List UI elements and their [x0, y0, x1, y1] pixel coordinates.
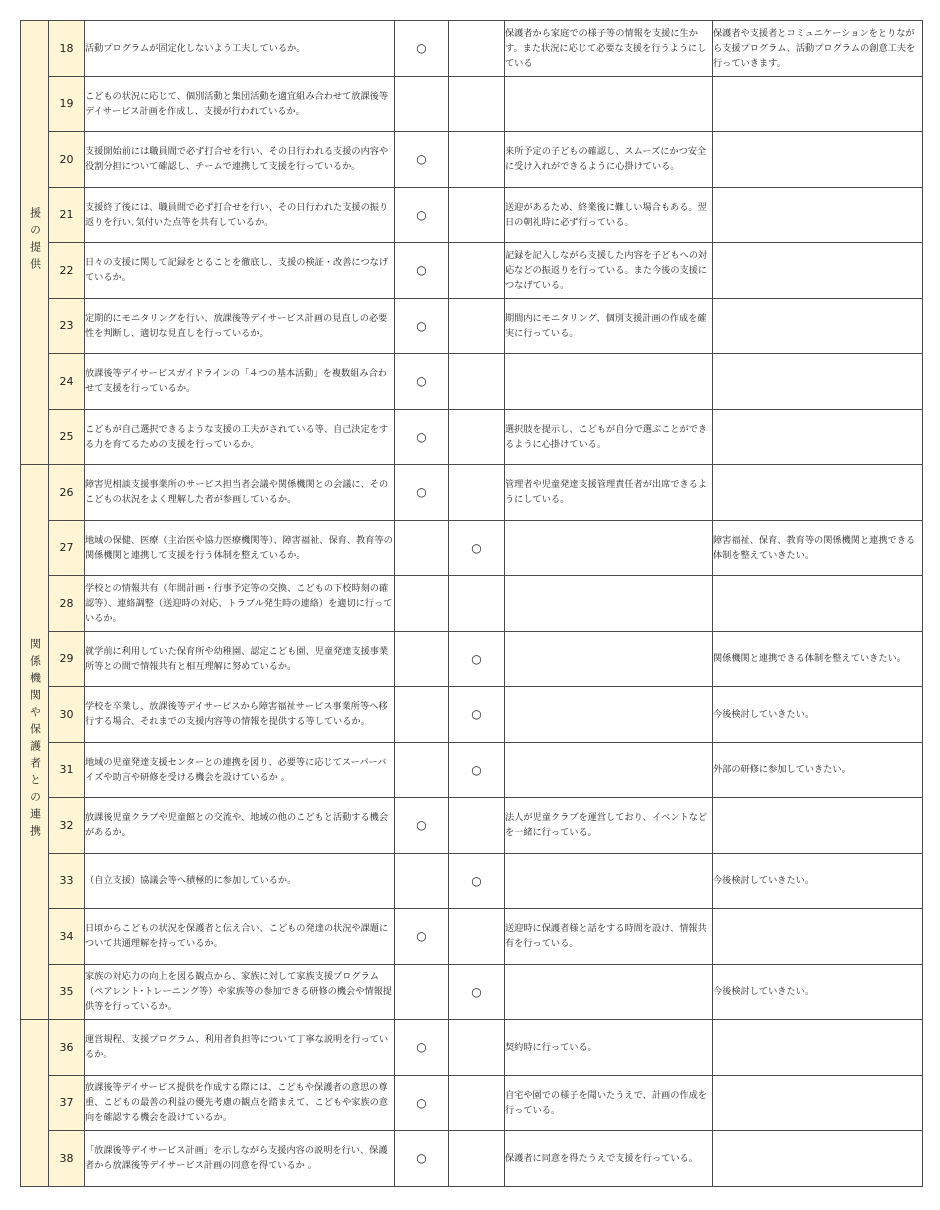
table-row — [21, 21, 923, 77]
category-cell-coordination — [21, 465, 49, 1020]
table-row — [21, 631, 923, 687]
row-number: 18 — [49, 21, 85, 77]
question-text: 放課後等デイサービス提供を作成する際には、こどもや保護者の意思の尊重、こどもの最善の利益の優先考慮の観点を踏まえて、こどもや家族の意向を確認する機会を設けているか。 — [85, 1075, 395, 1131]
no-mark — [449, 76, 505, 132]
table-body — [21, 21, 923, 1187]
yes-mark: ○ — [395, 409, 449, 465]
row-number: 29 — [49, 631, 85, 687]
table-row — [21, 964, 923, 1020]
table-row — [21, 187, 923, 243]
question-text: 家族の対応力の向上を図る観点から、家族に対して家族支援プログラム（ペアレント･トレーニング等）や家族等の参加できる研修の機会や情報提供等を行っているか。 — [85, 964, 395, 1020]
table-row — [21, 354, 923, 410]
yes-mark — [395, 687, 449, 743]
evaluation-table — [20, 20, 923, 1187]
improvement-plan — [713, 76, 923, 132]
table-row — [21, 909, 923, 965]
row-number: 38 — [49, 1131, 85, 1187]
yes-mark — [395, 742, 449, 798]
status-comment: 送迎時に保護者様と話をする時間を設け、情報共有を行っている。 — [505, 909, 713, 965]
table-row — [21, 853, 923, 909]
row-number: 35 — [49, 964, 85, 1020]
table-row — [21, 465, 923, 521]
table-row — [21, 1075, 923, 1131]
yes-mark — [395, 964, 449, 1020]
improvement-plan — [713, 187, 923, 243]
category-label: 援の提供 — [28, 206, 42, 275]
table-row — [21, 409, 923, 465]
improvement-plan: 今後検討していきたい。 — [713, 853, 923, 909]
row-number: 34 — [49, 909, 85, 965]
question-text: 放課後児童クラブや児童館との交流や、地域の他のこどもと活動する機会があるか。 — [85, 798, 395, 854]
question-text: 就学前に利用していた保育所や幼稚園、認定こども園、児童発達支援事業所等との間で情報共有と相互理解に努めているか。 — [85, 631, 395, 687]
yes-mark: ○ — [395, 354, 449, 410]
status-comment — [505, 520, 713, 576]
question-text: 運営規程、支援プログラム、利用者負担等について丁寧な説明を行っているか。 — [85, 1020, 395, 1076]
yes-mark: ○ — [395, 798, 449, 854]
row-number: 19 — [49, 76, 85, 132]
no-mark — [449, 798, 505, 854]
no-mark — [449, 132, 505, 188]
question-text: こどもが自己選択できるような支援の工夫がされている等、自己決定をする力を育てるための支援を行っているか。 — [85, 409, 395, 465]
status-comment: 保護者に同意を得たうえで支援を行っている。 — [505, 1131, 713, 1187]
no-mark — [449, 354, 505, 410]
yes-mark: ○ — [395, 1131, 449, 1187]
status-comment: 管理者や児童発達支援管理責任者が出席できるようにしている。 — [505, 465, 713, 521]
yes-mark: ○ — [395, 132, 449, 188]
table-row — [21, 742, 923, 798]
no-mark — [449, 409, 505, 465]
table-row — [21, 298, 923, 354]
no-mark — [449, 187, 505, 243]
no-mark — [449, 21, 505, 77]
question-text: 放課後等デイサービスガイドラインの「４つの基本活動」を複数組み合わせて支援を行っているか。 — [85, 354, 395, 410]
question-text: 支援開始前には職員間で必ず打合せを行い、その日行われる支援の内容や役割分担について確認し、チームで連携して支援を行っているか。 — [85, 132, 395, 188]
improvement-plan — [713, 132, 923, 188]
table-row — [21, 132, 923, 188]
no-mark: ○ — [449, 742, 505, 798]
row-number: 25 — [49, 409, 85, 465]
improvement-plan — [713, 1075, 923, 1131]
row-number: 20 — [49, 132, 85, 188]
improvement-plan: 今後検討していきたい。 — [713, 687, 923, 743]
yes-mark: ○ — [395, 21, 449, 77]
no-mark: ○ — [449, 853, 505, 909]
table-row — [21, 576, 923, 632]
table-row — [21, 1020, 923, 1076]
table-row — [21, 520, 923, 576]
yes-mark: ○ — [395, 1075, 449, 1131]
improvement-plan — [713, 409, 923, 465]
status-comment: 選択肢を提示し、こどもが自分で選ぶことができるように心掛けている。 — [505, 409, 713, 465]
improvement-plan — [713, 1020, 923, 1076]
question-text: 支援終了後には、職員間で必ず打合せを行い、その日行われた支援の振り返りを行い､気付いた点等を共有しているか。 — [85, 187, 395, 243]
status-comment: 法人が児童クラブを運営しており、イベントなどを一緒に行っている。 — [505, 798, 713, 854]
question-text: 日頃からこどもの状況を保護者と伝え合い、こどもの発達の状況や課題について共通理解を持っているか。 — [85, 909, 395, 965]
question-text: 学校を卒業し、放課後等デイサービスから障害福祉サービス事業所等へ移行する場合、それまでの支援内容等の情報を提供する等しているか。 — [85, 687, 395, 743]
yes-mark: ○ — [395, 243, 449, 299]
question-text: （自立支援）協議会等へ積極的に参加しているか。 — [85, 853, 395, 909]
improvement-plan — [713, 909, 923, 965]
status-comment: 保護者から家庭での様子等の情報を支援に生かす。また状況に応じて必要な支援を行うようにしている — [505, 21, 713, 77]
status-comment — [505, 687, 713, 743]
row-number: 33 — [49, 853, 85, 909]
improvement-plan — [713, 798, 923, 854]
status-comment — [505, 76, 713, 132]
improvement-plan — [713, 1131, 923, 1187]
no-mark — [449, 243, 505, 299]
status-comment — [505, 742, 713, 798]
yes-mark: ○ — [395, 909, 449, 965]
improvement-plan: 保護者や支援者とコミュニケーションをとりながら支援プログラム、活動プログラムの創意工夫を行っていきます。 — [713, 21, 923, 77]
row-number: 37 — [49, 1075, 85, 1131]
row-number: 30 — [49, 687, 85, 743]
no-mark — [449, 1020, 505, 1076]
question-text: 学校との情報共有（年間計画・行事予定等の交換、こどもの下校時刻の確認等）、連絡調整（送迎時の対応、トラブル発生時の連絡）を適切に行っているか。 — [85, 576, 395, 632]
question-text: 「放課後等デイサービス計画」を示しながら支援内容の説明を行い、保護者から放課後等デイサービス計画の同意を得ているか 。 — [85, 1131, 395, 1187]
table-row — [21, 1131, 923, 1187]
status-comment: 期間内にモニタリング、個別支援計画の作成を確実に行っている。 — [505, 298, 713, 354]
question-text: 活動プログラムが固定化しないよう工夫しているか。 — [85, 21, 395, 77]
no-mark: ○ — [449, 520, 505, 576]
improvement-plan — [713, 298, 923, 354]
status-comment — [505, 576, 713, 632]
row-number: 32 — [49, 798, 85, 854]
no-mark — [449, 1131, 505, 1187]
yes-mark — [395, 853, 449, 909]
table-row — [21, 798, 923, 854]
table-row — [21, 243, 923, 299]
improvement-plan: 外部の研修に参加していきたい。 — [713, 742, 923, 798]
row-number: 24 — [49, 354, 85, 410]
category-cell-support — [21, 21, 49, 465]
question-text: 地域の保健、医療（主治医や協力医療機関等）、障害福祉、保育、教育等の関係機関と連携して支援を行う体制を整えているか。 — [85, 520, 395, 576]
no-mark — [449, 298, 505, 354]
yes-mark: ○ — [395, 465, 449, 521]
improvement-plan: 今後検討していきたい。 — [713, 964, 923, 1020]
status-comment: 自宅や園での様子を聞いたうえで、計画の作成を行っている。 — [505, 1075, 713, 1131]
category-cell-explanation — [21, 1020, 49, 1187]
row-number: 27 — [49, 520, 85, 576]
improvement-plan — [713, 576, 923, 632]
question-text: 定期的にモニタリングを行い、放課後等デイサービス計画の見直しの必要性を判断し、適切な見直しを行っているか。 — [85, 298, 395, 354]
improvement-plan: 障害福祉、保育、教育等の関係機関と連携できる体制を整えていきたい。 — [713, 520, 923, 576]
improvement-plan — [713, 465, 923, 521]
improvement-plan — [713, 243, 923, 299]
status-comment — [505, 964, 713, 1020]
row-number: 22 — [49, 243, 85, 299]
row-number: 36 — [49, 1020, 85, 1076]
status-comment — [505, 853, 713, 909]
yes-mark: ○ — [395, 298, 449, 354]
table-row — [21, 687, 923, 743]
question-text: こどもの状況に応じて、個別活動と集団活動を適宜組み合わせて放課後等デイサービス計画を作成し、支援が行われているか。 — [85, 76, 395, 132]
status-comment: 記録を記入しながら支援した内容を子どもへの対応などの振返りを行っている。また今後の支援につなげている。 — [505, 243, 713, 299]
status-comment: 送迎があるため、終業後に難しい場合もある。翌日の朝礼時に必ず行っている。 — [505, 187, 713, 243]
no-mark: ○ — [449, 687, 505, 743]
improvement-plan — [713, 354, 923, 410]
yes-mark — [395, 520, 449, 576]
no-mark — [449, 465, 505, 521]
yes-mark — [395, 631, 449, 687]
row-number: 21 — [49, 187, 85, 243]
status-comment — [505, 354, 713, 410]
category-label: 関係機関や保護者との連携 — [28, 638, 42, 842]
row-number: 28 — [49, 576, 85, 632]
improvement-plan: 関係機関と連携できる体制を整えていきたい。 — [713, 631, 923, 687]
question-text: 日々の支援に関して記録をとることを徹底し、支援の検証・改善につなげているか。 — [85, 243, 395, 299]
row-number: 26 — [49, 465, 85, 521]
status-comment: 契約時に行っている。 — [505, 1020, 713, 1076]
no-mark — [449, 909, 505, 965]
no-mark: ○ — [449, 631, 505, 687]
status-comment: 来所予定の子どもの確認し、スムーズにかつ安全に受け入れができるように心掛けている。 — [505, 132, 713, 188]
row-number: 31 — [49, 742, 85, 798]
yes-mark — [395, 576, 449, 632]
status-comment — [505, 631, 713, 687]
row-number: 23 — [49, 298, 85, 354]
yes-mark: ○ — [395, 187, 449, 243]
table-row — [21, 76, 923, 132]
yes-mark — [395, 76, 449, 132]
no-mark — [449, 1075, 505, 1131]
question-text: 地域の児童発達支援センターとの連携を図り、必要等に応じてスーパーバイズや助言や研修を受ける機会を設けているか 。 — [85, 742, 395, 798]
no-mark — [449, 576, 505, 632]
question-text: 障害児相談支援事業所のサービス担当者会議や関係機関との会議に、そのこどもの状況をよく理解した者が参画しているか。 — [85, 465, 395, 521]
no-mark: ○ — [449, 964, 505, 1020]
yes-mark: ○ — [395, 1020, 449, 1076]
